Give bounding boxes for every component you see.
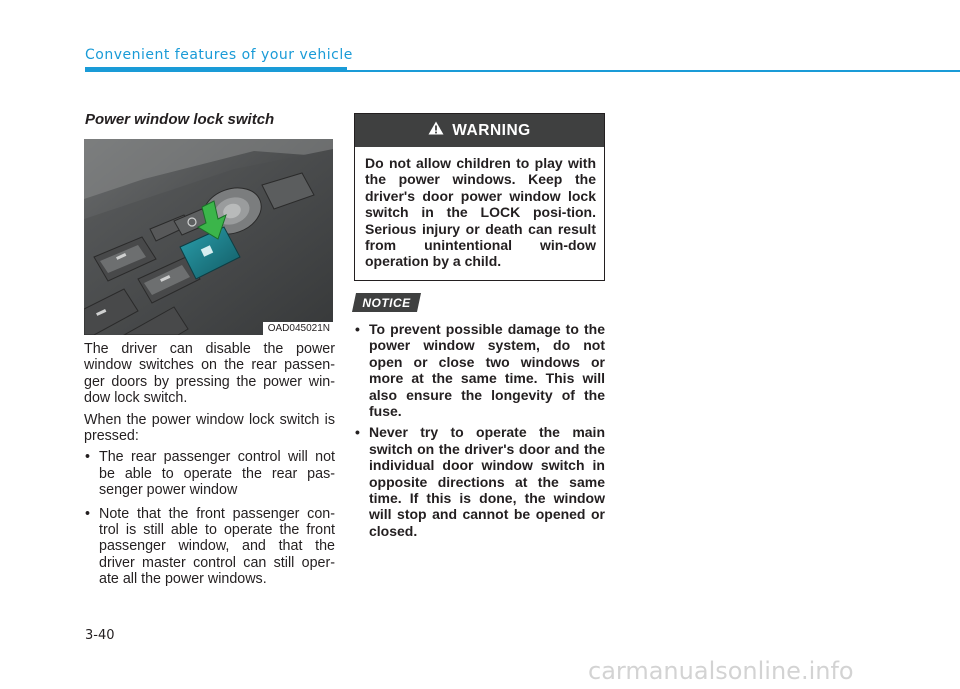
warning-header — [355, 114, 604, 147]
list-item: • Never try to operate the main switch on the driver's door and the individual door window switch in opposite directions at the same time. If this is done, the window will stop and cannot be opened or closed. — [354, 424, 605, 539]
lock-effects-list — [84, 449, 335, 587]
section-header-title: Convenient features of your vehicle — [85, 47, 353, 63]
warning-box — [354, 113, 605, 281]
notice-label: NOTICE — [362, 295, 411, 310]
list-item: • The rear passenger control will not be able to operate the rear pas-senger power window — [84, 449, 335, 498]
body-text-column — [84, 341, 335, 595]
warning-text: Do not allow children to play with the power windows. Keep the driver's door power window lock switch in the LOCK posi-tion. Serious injury or death can result from unintentional win-dow operation by a child. — [365, 155, 596, 270]
intro-paragraph: The driver can disable the power window switches on the rear passen-ger doors by pressing the power win-dow lock switch. — [84, 341, 335, 407]
list-item: • Note that the front passenger con-trol is still able to operate the front passenger window, and that the driver master control can still oper-ate all the power windows. — [84, 506, 335, 588]
header-rule — [347, 70, 960, 72]
warning-triangle-icon — [428, 121, 444, 140]
when-paragraph: When the power window lock switch is pressed: — [84, 411, 335, 445]
figure-code: OAD045021N — [263, 322, 333, 335]
notice-list — [354, 321, 605, 544]
warning-label: WARNING — [452, 121, 531, 139]
header-accent-bar — [85, 67, 347, 72]
section-heading: Power window lock switch — [85, 111, 275, 128]
notice-badge — [354, 293, 419, 312]
list-item: • To prevent possible damage to the power window system, do not open or close two windows or more at the same time. This will also ensure the longevity of the fuse. — [354, 321, 605, 419]
watermark: carmanualsonline.info — [588, 657, 854, 685]
door-switch-panel-illustration — [84, 139, 333, 335]
power-window-switch-figure — [84, 139, 333, 335]
page-number: 3-40 — [85, 628, 115, 643]
